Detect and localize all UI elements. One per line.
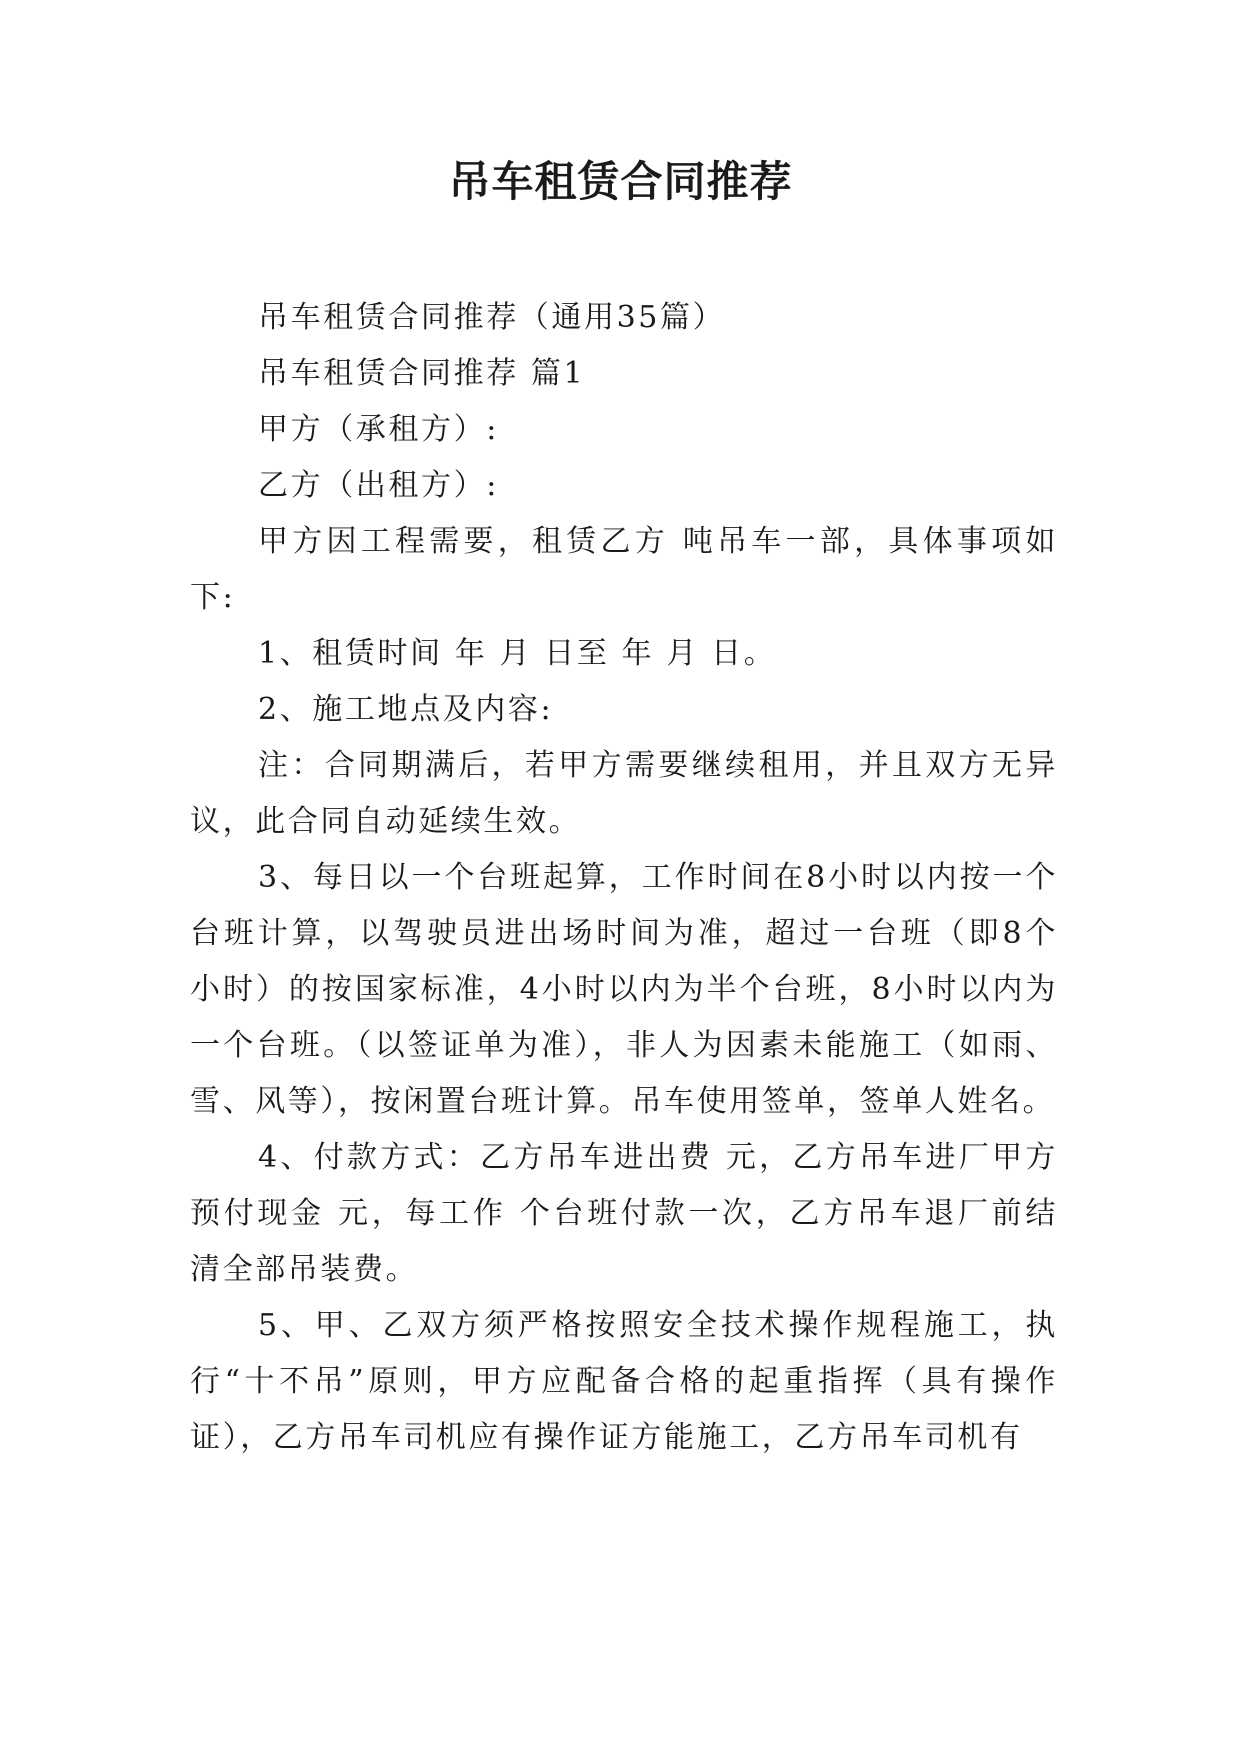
paragraph-note: 注：合同期满后，若甲方需要继续租用，并且双方无异议，此合同自动延续生效。: [190, 748, 1058, 839]
paragraph-clause-1: 1、租赁时间 年 月 日至 年 月 日。: [258, 636, 777, 671]
document-title: 吊车租赁合同推荐: [448, 157, 793, 206]
paragraph-party-b: 乙方（出租方）:: [258, 468, 499, 503]
paragraph-clause-2: 2、施工地点及内容:: [258, 692, 554, 727]
paragraph-subtitle: 吊车租赁合同推荐（通用35篇）: [258, 300, 726, 335]
paragraph-party-a: 甲方（承租方）:: [258, 412, 499, 447]
paragraph-intro: 甲方因工程需要，租赁乙方 吨吊车一部，具体事项如下:: [190, 524, 1058, 615]
paragraph-clause-3: 3、每日以一个台班起算，工作时间在8小时以内按一个台班计算，以驾驶员进出场时间为准，超过一台班（即8个小时）的按国家标准，4小时以内为半个台班，8小时以内为一个台班。（以签证单为准），非人为因素未能施工（如雨、雪、风等），按闲置台班计算。吊车使用签单，签单人姓名。: [190, 860, 1058, 1119]
document-body: [190, 290, 1058, 1466]
paragraph-section-heading: 吊车租赁合同推荐 篇1: [258, 356, 586, 391]
paragraph-clause-4: 4、付款方式：乙方吊车进出费 元，乙方吊车进厂甲方预付现金 元，每工作 个台班付款一次，乙方吊车退厂前结清全部吊装费。: [190, 1140, 1058, 1287]
paragraph-clause-5: 5、甲、乙双方须严格按照安全技术操作规程施工，执行“十不吊”原则，甲方应配备合格的起重指挥（具有操作证），乙方吊车司机应有操作证方能施工，乙方吊车司机有: [190, 1308, 1058, 1455]
